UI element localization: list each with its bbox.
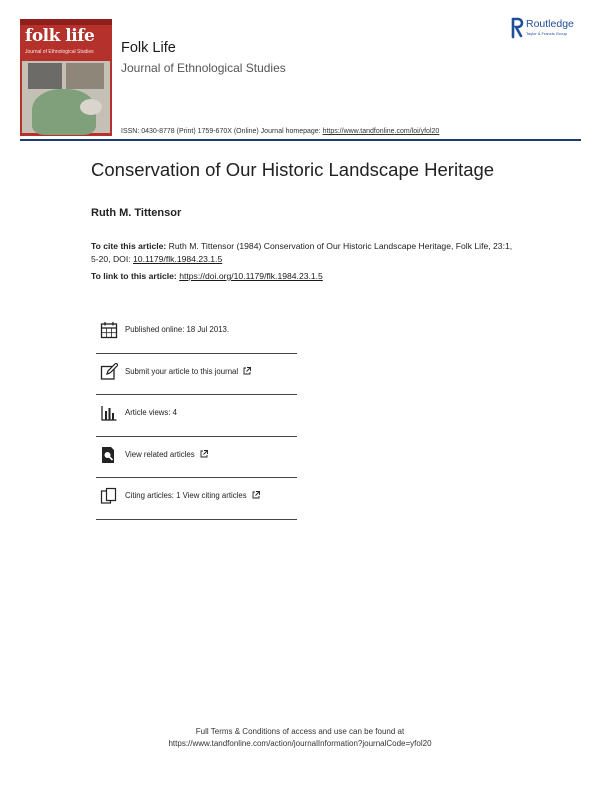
external-link-icon <box>243 367 251 375</box>
issn-line <box>121 128 439 135</box>
article-link[interactable]: https://doi.org/10.1179/flk.1984.23.1.5 <box>179 271 323 281</box>
cover-photo-left <box>28 63 62 89</box>
submit-article-link[interactable] <box>125 367 251 376</box>
cover-top-band <box>20 19 112 25</box>
info-related[interactable] <box>96 437 297 479</box>
article-info-list <box>96 312 297 520</box>
cover-subtitle: Journal of Ethnological Studies <box>25 49 94 55</box>
publisher-name: Routledge <box>526 18 574 30</box>
citing-documents-icon <box>100 487 118 505</box>
citing-articles-label: Citing articles: 1 View citing articles <box>125 491 247 500</box>
article-title: Conservation of Our Historic Landscape Heritage <box>91 159 495 180</box>
citing-articles-link[interactable] <box>125 491 260 500</box>
link-label: To link to this article: <box>91 271 180 281</box>
doi-link[interactable]: 10.1179/flk.1984.23.1.5 <box>133 254 223 264</box>
footer <box>0 726 600 750</box>
footer-terms-text: Full Terms & Conditions of access and use can be found at <box>195 727 405 736</box>
cover-photo-snout <box>80 99 102 115</box>
external-link-icon <box>200 450 208 458</box>
cover-title: folk life <box>25 26 95 46</box>
issn-text: ISSN: 0430-8778 (Print) 1759-670X (Online) Journal homepage: <box>121 128 323 135</box>
info-citing[interactable] <box>96 478 297 520</box>
document-search-icon <box>100 446 118 464</box>
info-published <box>96 312 297 354</box>
article-author: Ruth M. Tittensor <box>91 207 182 219</box>
related-articles-label: View related articles <box>125 449 195 459</box>
article-views: Article views: 4 <box>125 408 177 417</box>
cover-photo-right <box>66 63 104 89</box>
citation-block <box>91 240 521 266</box>
edit-icon <box>100 363 118 381</box>
info-submit[interactable] <box>96 354 297 396</box>
header-divider <box>20 139 581 141</box>
link-line <box>91 271 323 281</box>
footer-terms-link[interactable]: https://www.tandfonline.com/action/journalInformation?journalCode=yfol20 <box>168 739 432 748</box>
related-articles-link[interactable] <box>125 450 208 459</box>
routledge-logo-icon <box>510 17 524 39</box>
journal-subtitle: Journal of Ethnological Studies <box>121 61 286 75</box>
bar-chart-icon <box>100 404 118 422</box>
cover-photo <box>22 61 110 133</box>
info-views <box>96 395 297 437</box>
cite-text: Ruth M. Tittensor (1984) Conservation of Our Historic Landscape Heritage, Folk Life, 23:1, 5-20, DOI: <box>91 241 513 264</box>
journal-homepage-link[interactable]: https://www.tandfonline.com/loi/yfol20 <box>322 128 440 135</box>
publisher-tagline: Taylor & Francis Group <box>526 31 567 36</box>
journal-title[interactable]: Folk Life <box>121 40 176 56</box>
external-link-icon <box>252 491 260 499</box>
cite-label: To cite this article: <box>91 241 167 251</box>
submit-article-label: Submit your article to this journal <box>125 366 239 376</box>
calendar-icon <box>100 321 118 339</box>
journal-cover-image <box>20 19 112 136</box>
published-date: Published online: 18 Jul 2013. <box>125 325 230 334</box>
